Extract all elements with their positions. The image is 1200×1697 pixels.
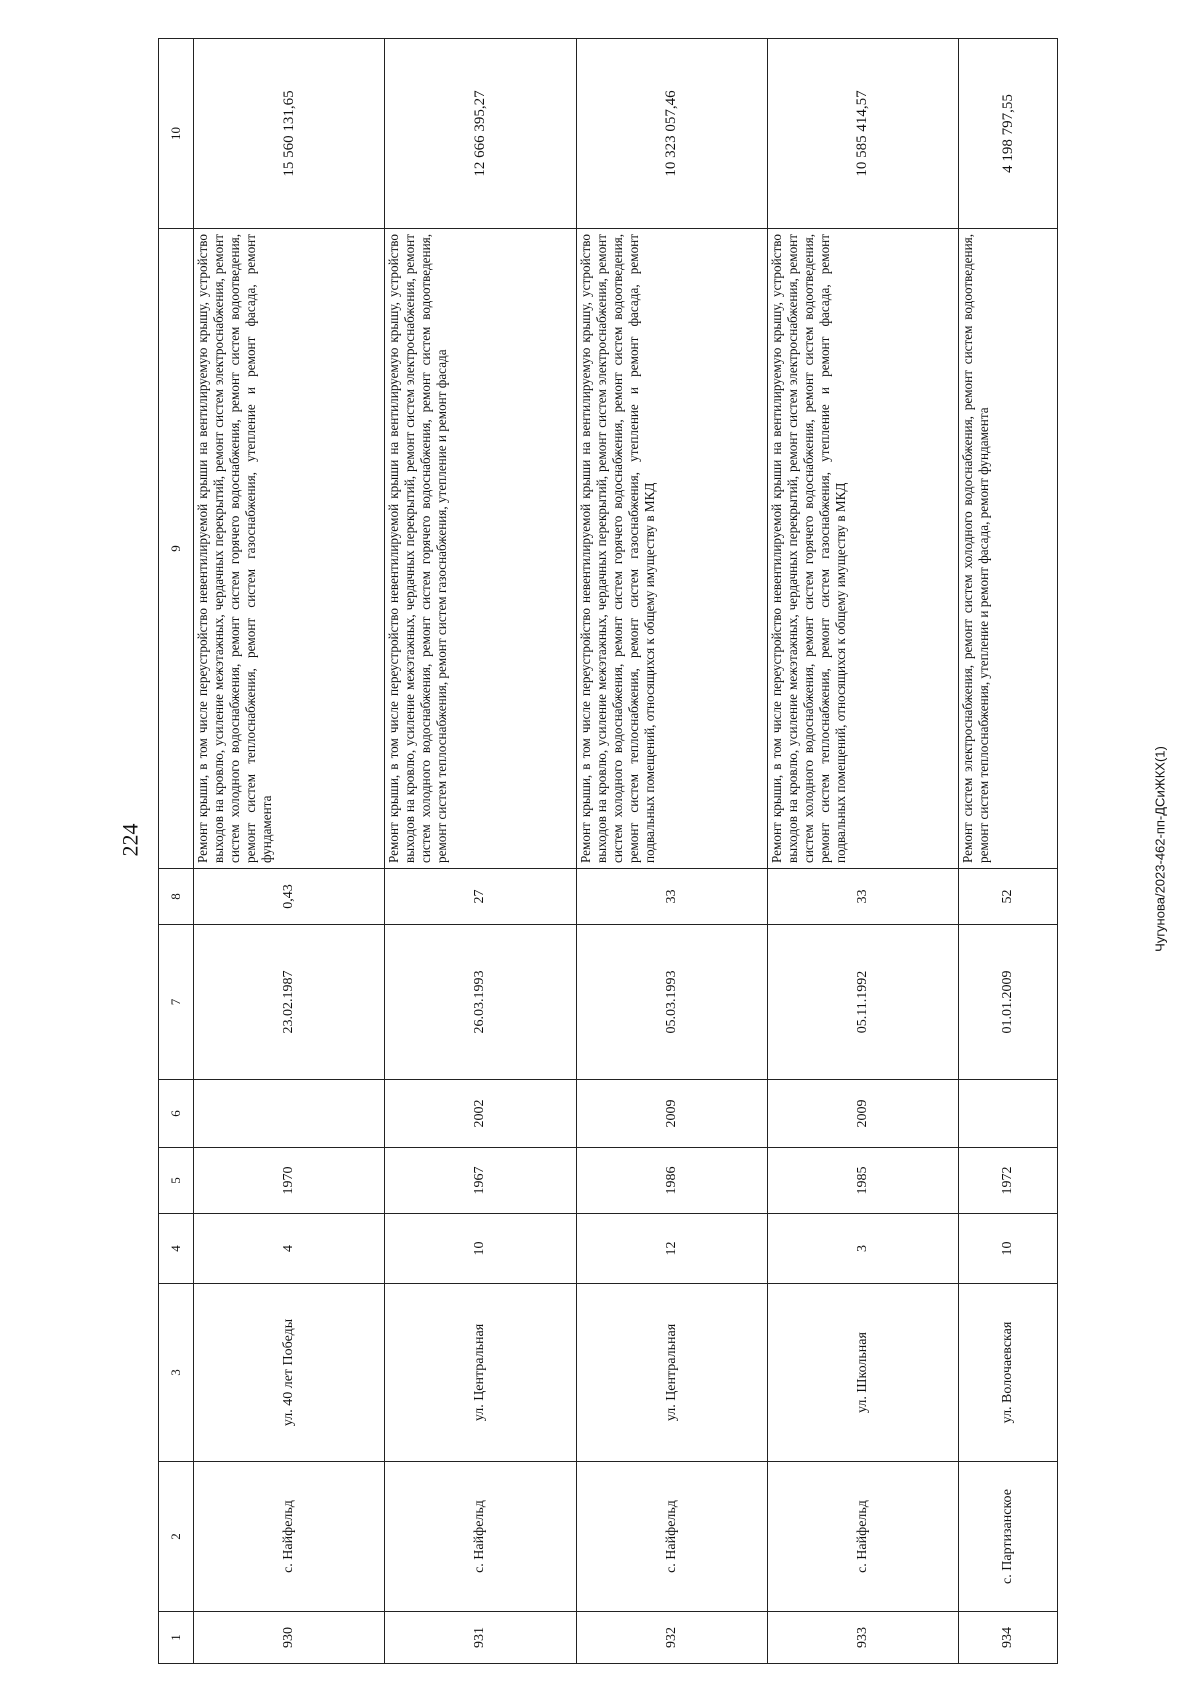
col6-cell: [959, 1080, 1058, 1148]
col8-cell: 27: [385, 869, 576, 925]
table-row: [385, 39, 576, 1664]
year-built-cell: 1972: [959, 1148, 1058, 1214]
header-col-1: 1: [159, 1612, 194, 1664]
row-number: 933: [767, 1612, 958, 1664]
amount-cell: 10 585 414,57: [767, 39, 958, 229]
document-footer: [1120, 0, 1200, 1697]
repair-schedule-table: [158, 38, 1058, 1664]
header-col-9: 9: [159, 229, 194, 869]
settlement-cell: с. Найфельд: [385, 1462, 576, 1612]
amount-cell: 10 323 057,46: [576, 39, 767, 229]
col8-cell: 33: [576, 869, 767, 925]
header-row: [159, 39, 194, 1664]
works-description-cell: Ремонт крыши, в том числе переустройство невентилируемой крыши на вентилируемую крышу, устройство выходов на кровлю, усиление межэтажных, чердачных перекрытий, ремонт систем электроснабжения, ремонт систем холодного водоснабжения, ремонт систем горячего водоснабжения, ремонт систем водоотведения, ремонт систем теплоснабжения, ремонт систем газоснабжения, утепление и ремонт фасада, ремонт фундамента: [194, 229, 385, 869]
amount-cell: 12 666 395,27: [385, 39, 576, 229]
works-description-cell: Ремонт крыши, в том числе переустройство невентилируемой крыши на вентилируемую крышу, устройство выходов на кровлю, усиление межэтажных, чердачных перекрытий, ремонт систем электроснабжения, ремонт систем холодного водоснабжения, ремонт систем горячего водоснабжения, ремонт систем водоотведения, ремонт систем теплоснабжения, ремонт систем газоснабжения, утепление и ремонт фасада, ремонт подвальных помещений, относящихся к общему имуществу в МКД: [767, 229, 958, 869]
date-cell: 05.03.1993: [576, 925, 767, 1080]
col8-cell: 52: [959, 869, 1058, 925]
settlement-cell: с. Найфельд: [576, 1462, 767, 1612]
page-number: [110, 820, 150, 860]
table-row: [576, 39, 767, 1664]
header-col-5: 5: [159, 1148, 194, 1214]
works-description-cell: Ремонт систем электроснабжения, ремонт систем холодного водоснабжения, ремонт систем водоотведения, ремонт систем теплоснабжения, утепление и ремонт фасада, ремонт фундамента: [959, 229, 1058, 869]
table-row: [194, 39, 385, 1664]
street-cell: ул. Волочаевская: [959, 1284, 1058, 1462]
header-col-6: 6: [159, 1080, 194, 1148]
house-number-cell: 12: [576, 1214, 767, 1284]
col8-cell: 0,43: [194, 869, 385, 925]
settlement-cell: с. Найфельд: [767, 1462, 958, 1612]
street-cell: ул. Центральная: [385, 1284, 576, 1462]
footer-document-id: Чугунова/2023-462-пп-ДСиЖКХ(1): [1152, 745, 1168, 952]
date-cell: 23.02.1987: [194, 925, 385, 1080]
house-number-cell: 4: [194, 1214, 385, 1284]
page-number-text: 224: [117, 823, 142, 857]
date-cell: 05.11.1992: [767, 925, 958, 1080]
street-cell: ул. Центральная: [576, 1284, 767, 1462]
repair-schedule-table-container: [158, 39, 1058, 1664]
year-built-cell: 1986: [576, 1148, 767, 1214]
header-col-2: 2: [159, 1462, 194, 1612]
row-number: 934: [959, 1612, 1058, 1664]
row-number: 930: [194, 1612, 385, 1664]
date-cell: 26.03.1993: [385, 925, 576, 1080]
date-cell: 01.01.2009: [959, 925, 1058, 1080]
works-description-cell: Ремонт крыши, в том числе переустройство невентилируемой крыши на вентилируемую крышу, устройство выходов на кровлю, усиление межэтажных, чердачных перекрытий, ремонт систем электроснабжения, ремонт систем холодного водоснабжения, ремонт систем горячего водоснабжения, ремонт систем водоотведения, ремонт систем теплоснабжения, ремонт систем газоснабжения, утепление и ремонт фасада: [385, 229, 576, 869]
col8-cell: 33: [767, 869, 958, 925]
house-number-cell: 3: [767, 1214, 958, 1284]
col6-cell: 2009: [767, 1080, 958, 1148]
street-cell: ул. Школьная: [767, 1284, 958, 1462]
col6-cell: 2002: [385, 1080, 576, 1148]
year-built-cell: 1970: [194, 1148, 385, 1214]
header-col-3: 3: [159, 1284, 194, 1462]
table-row: [767, 39, 958, 1664]
settlement-cell: с. Найфельд: [194, 1462, 385, 1612]
col6-cell: [194, 1080, 385, 1148]
table-row: [959, 39, 1058, 1664]
amount-cell: 15 560 131,65: [194, 39, 385, 229]
year-built-cell: 1985: [767, 1148, 958, 1214]
header-col-10: 10: [159, 39, 194, 229]
row-number: 932: [576, 1612, 767, 1664]
row-number: 931: [385, 1612, 576, 1664]
street-cell: ул. 40 лет Победы: [194, 1284, 385, 1462]
header-col-8: 8: [159, 869, 194, 925]
works-description-cell: Ремонт крыши, в том числе переустройство невентилируемой крыши на вентилируемую крышу, устройство выходов на кровлю, усиление межэтажных, чердачных перекрытий, ремонт систем электроснабжения, ремонт систем холодного водоснабжения, ремонт систем горячего водоснабжения, ремонт систем водоотведения, ремонт систем теплоснабжения, ремонт систем газоснабжения, утепление и ремонт фасада, ремонт подвальных помещений, относящихся к общему имуществу в МКД: [576, 229, 767, 869]
header-col-4: 4: [159, 1214, 194, 1284]
house-number-cell: 10: [385, 1214, 576, 1284]
year-built-cell: 1967: [385, 1148, 576, 1214]
amount-cell: 4 198 797,55: [959, 39, 1058, 229]
header-col-7: 7: [159, 925, 194, 1080]
col6-cell: 2009: [576, 1080, 767, 1148]
house-number-cell: 10: [959, 1214, 1058, 1284]
settlement-cell: с. Партизанское: [959, 1462, 1058, 1612]
